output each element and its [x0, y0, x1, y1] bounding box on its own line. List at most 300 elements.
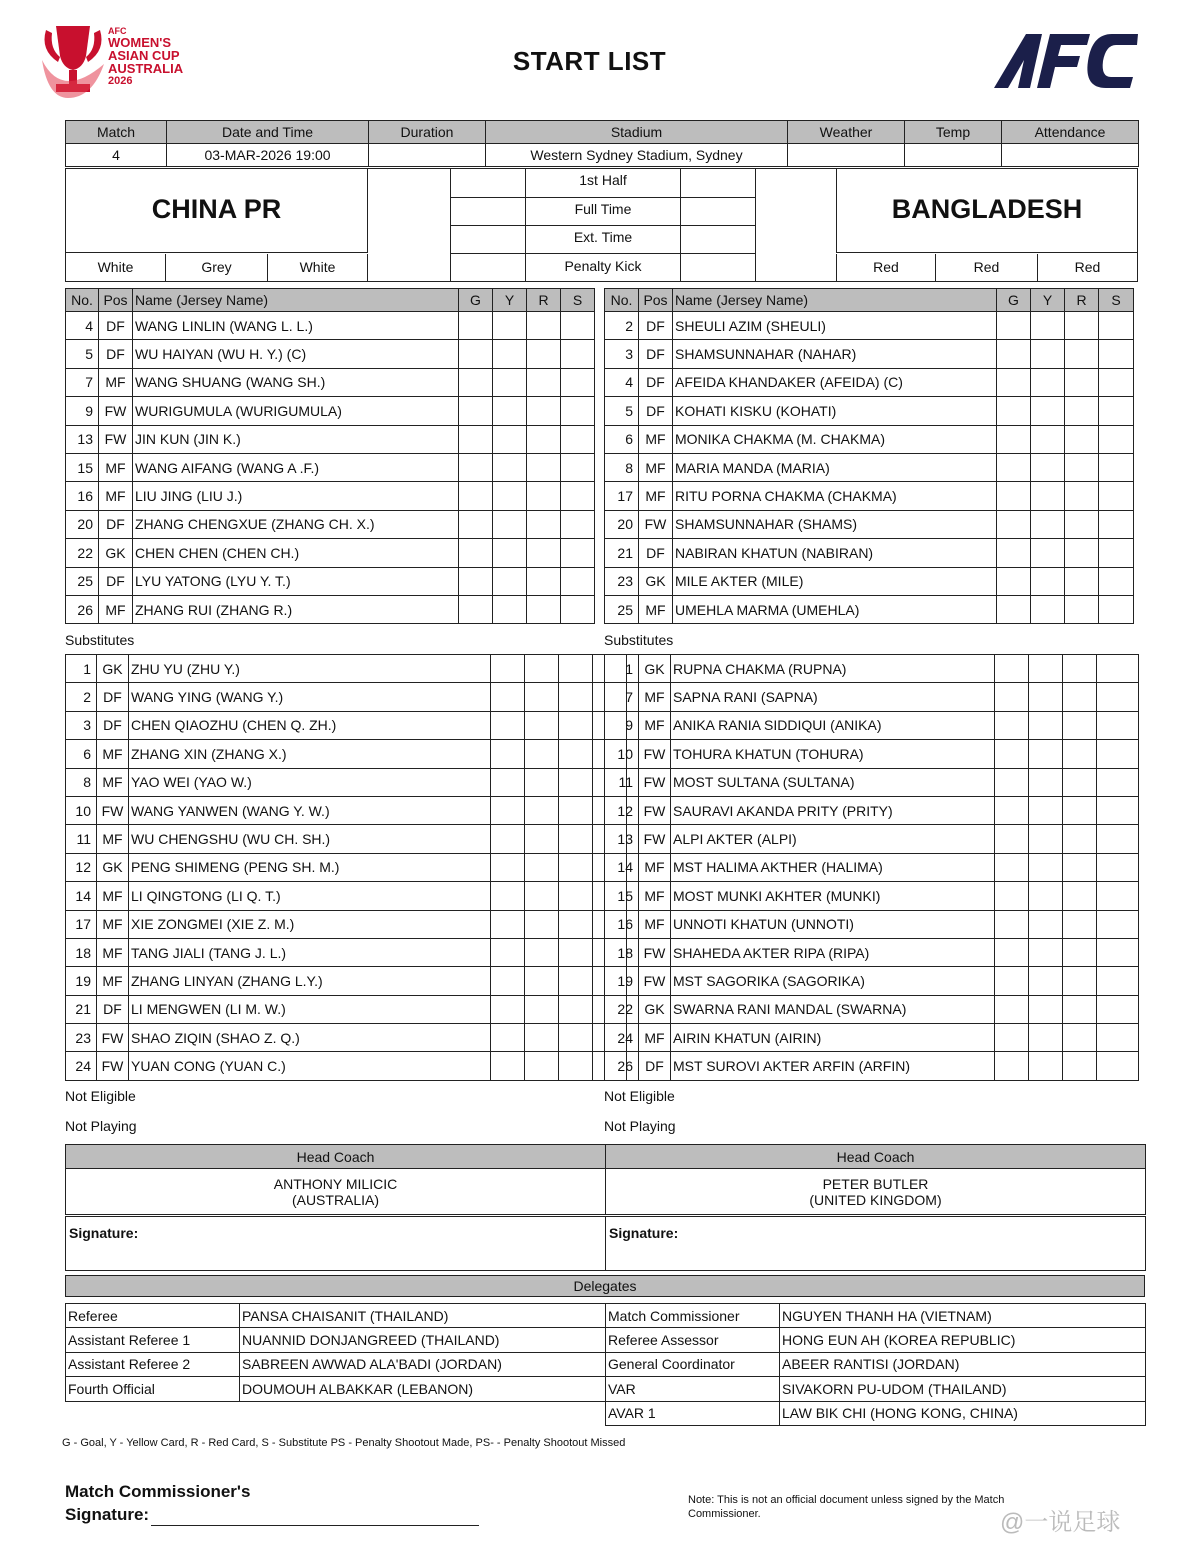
substitute-cell[interactable] [561, 567, 595, 595]
player-number: 19 [605, 967, 639, 995]
yellow-card-cell[interactable] [1029, 1052, 1063, 1080]
red-card-cell[interactable] [559, 655, 593, 683]
goal-cell[interactable] [995, 655, 1029, 683]
red-card-cell[interactable] [527, 567, 561, 595]
away-starters-table [604, 288, 1134, 624]
player-name: SHEULI AZIM (SHEULI) [673, 312, 997, 340]
player-name: WANG YANWEN (WANG Y. W.) [129, 796, 491, 824]
delegate-name: SABREEN AWWAD ALA'BADI (JORDAN) [240, 1352, 606, 1376]
delegate-row [606, 1328, 1146, 1352]
yellow-card-cell[interactable] [525, 711, 559, 739]
red-card-cell[interactable] [559, 711, 593, 739]
delegate-row [66, 1352, 606, 1376]
player-number: 22 [605, 995, 639, 1023]
goal-cell[interactable] [491, 995, 525, 1023]
yellow-card-cell[interactable] [493, 312, 527, 340]
red-card-cell[interactable] [1065, 453, 1099, 481]
player-name: TOHURA KHATUN (TOHURA) [671, 740, 995, 768]
yellow-card-cell[interactable] [1031, 312, 1065, 340]
yellow-card-cell[interactable] [525, 967, 559, 995]
red-card-cell[interactable] [559, 683, 593, 711]
red-card-cell[interactable] [1065, 482, 1099, 510]
yellow-card-cell[interactable] [493, 539, 527, 567]
substitute-cell[interactable] [1097, 711, 1139, 739]
period-penalty-kick: Penalty Kick [564, 258, 642, 274]
red-card-cell[interactable] [1065, 368, 1099, 396]
page-title: START LIST [512, 46, 667, 76]
goal-cell[interactable] [491, 910, 525, 938]
player-name: WANG AIFANG (WANG A .F.) [133, 453, 459, 481]
weather-header: Weather [788, 121, 905, 144]
away-kit-shirt: Red [836, 254, 936, 281]
yellow-card-cell[interactable] [1031, 595, 1065, 623]
yellow-card-cell[interactable] [1029, 1024, 1063, 1052]
signature-table [65, 1216, 1146, 1271]
away-subs-table [604, 654, 1139, 1081]
goal-cell[interactable] [997, 453, 1031, 481]
red-card-cell[interactable] [559, 882, 593, 910]
substitute-cell[interactable] [561, 510, 595, 538]
red-card-cell[interactable] [559, 853, 593, 881]
player-row [66, 768, 627, 796]
substitute-cell[interactable] [561, 539, 595, 567]
goal-cell[interactable] [459, 397, 493, 425]
substitute-cell[interactable] [1099, 453, 1134, 481]
goal-cell[interactable] [997, 425, 1031, 453]
goal-cell[interactable] [995, 825, 1029, 853]
player-name: WANG LINLIN (WANG L. L.) [133, 312, 459, 340]
substitute-cell[interactable] [1099, 539, 1134, 567]
substitute-cell[interactable] [1097, 825, 1139, 853]
red-card-cell[interactable] [559, 740, 593, 768]
goal-cell[interactable] [459, 312, 493, 340]
red-card-cell[interactable] [1065, 567, 1099, 595]
substitute-cell[interactable] [561, 312, 595, 340]
player-name: UNNOTI KHATUN (UNNOTI) [671, 910, 995, 938]
yellow-card-cell[interactable] [1029, 683, 1063, 711]
delegate-name: NGUYEN THANH HA (VIETNAM) [780, 1304, 1146, 1328]
red-card-cell[interactable] [1063, 683, 1097, 711]
substitute-cell[interactable] [1097, 655, 1139, 683]
red-card-cell[interactable] [527, 595, 561, 623]
player-number: 14 [66, 882, 97, 910]
goal-cell[interactable] [491, 796, 525, 824]
red-card-cell[interactable] [1063, 882, 1097, 910]
yellow-card-cell[interactable] [525, 1052, 559, 1080]
substitute-cell[interactable] [1097, 853, 1139, 881]
goal-cell[interactable] [491, 967, 525, 995]
yellow-card-cell[interactable] [1031, 510, 1065, 538]
goal-cell[interactable] [491, 1052, 525, 1080]
goal-cell[interactable] [491, 683, 525, 711]
substitute-cell[interactable] [561, 425, 595, 453]
goal-cell[interactable] [491, 711, 525, 739]
player-row [605, 425, 1134, 453]
red-card-cell[interactable] [559, 938, 593, 966]
player-name: ANIKA RANIA SIDDIQUI (ANIKA) [671, 711, 995, 739]
player-position: DF [639, 539, 673, 567]
red-card-cell[interactable] [1063, 655, 1097, 683]
red-card-cell[interactable] [1065, 312, 1099, 340]
substitute-cell[interactable] [1097, 995, 1139, 1023]
substitute-cell[interactable] [1097, 683, 1139, 711]
goal-cell[interactable] [459, 340, 493, 368]
goal-cell[interactable] [491, 853, 525, 881]
player-position: FW [639, 740, 671, 768]
player-row [605, 567, 1134, 595]
goal-cell[interactable] [997, 567, 1031, 595]
player-position: MF [639, 482, 673, 510]
goal-cell[interactable] [995, 910, 1029, 938]
yellow-card-cell[interactable] [493, 397, 527, 425]
goal-cell[interactable] [995, 768, 1029, 796]
yellow-card-cell[interactable] [1029, 825, 1063, 853]
player-name: LIU JING (LIU J.) [133, 482, 459, 510]
substitute-cell[interactable] [1099, 368, 1134, 396]
substitute-cell[interactable] [561, 595, 595, 623]
player-position: MF [97, 938, 129, 966]
substitute-cell[interactable] [561, 368, 595, 396]
delegate-name: DOUMOUH ALBAKKAR (LEBANON) [240, 1377, 606, 1401]
substitute-cell[interactable] [561, 453, 595, 481]
red-card-cell[interactable] [1063, 711, 1097, 739]
goal-cell[interactable] [995, 796, 1029, 824]
substitute-cell[interactable] [561, 482, 595, 510]
player-position: MF [639, 853, 671, 881]
red-card-cell[interactable] [1063, 825, 1097, 853]
red-card-cell[interactable] [559, 910, 593, 938]
substitute-cell[interactable] [1097, 796, 1139, 824]
yellow-card-cell[interactable] [493, 453, 527, 481]
player-row [66, 825, 627, 853]
red-card-cell[interactable] [527, 539, 561, 567]
red-card-cell[interactable] [559, 796, 593, 824]
goal-cell[interactable] [491, 938, 525, 966]
player-number: 7 [605, 683, 639, 711]
red-card-cell[interactable] [1063, 910, 1097, 938]
substitute-cell[interactable] [561, 340, 595, 368]
goal-cell[interactable] [997, 482, 1031, 510]
logo-line: 2026 [108, 75, 133, 87]
yellow-card-cell[interactable] [525, 882, 559, 910]
goal-cell[interactable] [459, 539, 493, 567]
goal-cell[interactable] [491, 740, 525, 768]
yellow-card-cell[interactable] [1029, 711, 1063, 739]
player-row [605, 453, 1134, 481]
red-card-cell[interactable] [527, 397, 561, 425]
substitute-cell[interactable] [1099, 340, 1134, 368]
player-number: 15 [66, 453, 99, 481]
goal-cell[interactable] [997, 340, 1031, 368]
player-name: AFEIDA KHANDAKER (AFEIDA) (C) [673, 368, 997, 396]
goal-cell[interactable] [491, 825, 525, 853]
player-position: DF [639, 1052, 671, 1080]
player-name: YAO WEI (YAO W.) [129, 768, 491, 796]
player-row [605, 910, 1139, 938]
player-position: DF [99, 510, 133, 538]
yellow-card-cell[interactable] [525, 910, 559, 938]
red-card-cell[interactable] [559, 768, 593, 796]
player-name: ZHANG XIN (ZHANG X.) [129, 740, 491, 768]
player-position: MF [99, 453, 133, 481]
red-card-cell[interactable] [1063, 1052, 1097, 1080]
attendance [1002, 144, 1139, 167]
red-card-cell[interactable] [1065, 340, 1099, 368]
red-card-cell[interactable] [559, 825, 593, 853]
red-card-cell[interactable] [527, 425, 561, 453]
red-card-cell[interactable] [559, 1024, 593, 1052]
substitute-cell[interactable] [1099, 567, 1134, 595]
goal-cell[interactable] [459, 453, 493, 481]
delegate-row [606, 1304, 1146, 1328]
mc-signature-line[interactable] [151, 1506, 479, 1526]
player-row [605, 1024, 1139, 1052]
red-card-cell[interactable] [1065, 595, 1099, 623]
red-card-cell[interactable] [1065, 510, 1099, 538]
player-number: 12 [605, 796, 639, 824]
home-not-eligible: Not Eligible [65, 1088, 136, 1104]
goal-cell[interactable] [995, 1052, 1029, 1080]
goal-cell[interactable] [997, 312, 1031, 340]
goal-cell[interactable] [997, 368, 1031, 396]
yellow-card-cell[interactable] [525, 768, 559, 796]
player-position: GK [639, 655, 671, 683]
player-row [605, 938, 1139, 966]
yellow-card-cell[interactable] [1029, 796, 1063, 824]
yellow-card-cell[interactable] [493, 425, 527, 453]
substitute-cell[interactable] [1099, 482, 1134, 510]
yellow-card-cell[interactable] [1029, 655, 1063, 683]
player-position: FW [97, 1052, 129, 1080]
substitute-cell[interactable] [1099, 397, 1134, 425]
player-name: PENG SHIMENG (PENG SH. M.) [129, 853, 491, 881]
substitute-cell[interactable] [1099, 312, 1134, 340]
player-position: MF [639, 910, 671, 938]
yellow-card-cell[interactable] [1029, 967, 1063, 995]
yellow-card-cell[interactable] [1031, 368, 1065, 396]
yellow-card-cell[interactable] [493, 567, 527, 595]
yellow-card-cell[interactable] [1029, 995, 1063, 1023]
home-head-coach [66, 1169, 606, 1215]
yellow-card-cell[interactable] [493, 482, 527, 510]
red-card-cell[interactable] [1063, 740, 1097, 768]
yellow-card-cell[interactable] [525, 655, 559, 683]
away-coach-name: PETER BUTLER [822, 1175, 929, 1192]
player-name: YUAN CONG (YUAN C.) [129, 1052, 491, 1080]
player-position: GK [639, 995, 671, 1023]
player-position: MF [639, 711, 671, 739]
player-row [605, 825, 1139, 853]
player-row [605, 539, 1134, 567]
yellow-card-cell[interactable] [1031, 397, 1065, 425]
substitute-cell[interactable] [1099, 425, 1134, 453]
goal-cell[interactable] [995, 853, 1029, 881]
yellow-card-cell[interactable] [1031, 539, 1065, 567]
red-card-cell[interactable] [1065, 539, 1099, 567]
player-name: MONIKA CHAKMA (M. CHAKMA) [673, 425, 997, 453]
red-card-cell[interactable] [1063, 995, 1097, 1023]
red-card-cell[interactable] [527, 482, 561, 510]
red-card-cell[interactable] [559, 995, 593, 1023]
yellow-card-cell[interactable] [525, 853, 559, 881]
yellow-card-cell[interactable] [1029, 768, 1063, 796]
period-ext-time: Ext. Time [573, 229, 633, 245]
goal-cell[interactable] [995, 995, 1029, 1023]
player-row [605, 740, 1139, 768]
yellow-header: Y [1031, 289, 1065, 312]
player-number: 10 [605, 740, 639, 768]
substitute-cell[interactable] [1097, 938, 1139, 966]
substitute-cell[interactable] [1097, 910, 1139, 938]
goal-cell[interactable] [995, 938, 1029, 966]
away-signature-field[interactable]: Signature: [606, 1217, 1146, 1271]
yellow-card-cell[interactable] [1031, 567, 1065, 595]
substitute-cell[interactable] [1097, 1024, 1139, 1052]
substitute-cell[interactable] [1097, 882, 1139, 910]
substitute-cell[interactable] [1097, 967, 1139, 995]
home-signature-field[interactable]: Signature: [66, 1217, 606, 1271]
substitute-cell[interactable] [1097, 768, 1139, 796]
goal-cell[interactable] [459, 595, 493, 623]
yellow-card-cell[interactable] [1031, 340, 1065, 368]
red-card-cell[interactable] [527, 453, 561, 481]
substitute-cell[interactable] [1097, 1052, 1139, 1080]
away-substitutes-label: Substitutes [604, 632, 674, 648]
player-number: 16 [605, 910, 639, 938]
goal-cell[interactable] [995, 711, 1029, 739]
substitute-cell[interactable] [1099, 510, 1134, 538]
yellow-card-cell[interactable] [525, 740, 559, 768]
player-number: 15 [605, 882, 639, 910]
yellow-card-cell[interactable] [525, 825, 559, 853]
mc-signature-label: Signature: [65, 1505, 150, 1524]
goal-cell[interactable] [491, 882, 525, 910]
player-row [605, 796, 1139, 824]
away-not-playing: Not Playing [604, 1118, 676, 1134]
red-card-cell[interactable] [1063, 938, 1097, 966]
yellow-card-cell[interactable] [493, 368, 527, 396]
player-name: MST SAGORIKA (SAGORIKA) [671, 967, 995, 995]
yellow-card-cell[interactable] [1031, 453, 1065, 481]
yellow-card-cell[interactable] [1031, 425, 1065, 453]
player-row [605, 853, 1139, 881]
period-first-half: 1st Half [579, 172, 627, 188]
home-coach-name: ANTHONY MILICIC [273, 1175, 398, 1192]
player-position: MF [639, 683, 671, 711]
player-position: MF [99, 595, 133, 623]
red-card-cell[interactable] [1063, 1024, 1097, 1052]
player-number: 13 [66, 425, 99, 453]
substitute-cell[interactable] [1097, 740, 1139, 768]
yellow-card-cell[interactable] [1031, 482, 1065, 510]
red-card-cell[interactable] [1063, 853, 1097, 881]
teams-box [65, 168, 1138, 282]
goal-cell[interactable] [995, 882, 1029, 910]
delegate-name: NUANNID DONJANGREED (THAILAND) [240, 1328, 606, 1352]
substitute-cell[interactable] [561, 397, 595, 425]
goal-cell[interactable] [995, 683, 1029, 711]
player-position: FW [639, 796, 671, 824]
goal-cell[interactable] [459, 510, 493, 538]
goal-cell[interactable] [997, 510, 1031, 538]
yellow-card-cell[interactable] [1029, 853, 1063, 881]
red-card-cell[interactable] [527, 368, 561, 396]
yellow-card-cell[interactable] [1029, 882, 1063, 910]
player-number: 25 [605, 595, 639, 623]
watermark: @一说足球 [1000, 1509, 1121, 1536]
red-card-cell[interactable] [1063, 768, 1097, 796]
goal-cell[interactable] [491, 655, 525, 683]
goal-cell[interactable] [459, 425, 493, 453]
logo-line: ASIAN CUP [108, 48, 180, 63]
goal-cell[interactable] [491, 768, 525, 796]
red-card-cell[interactable] [559, 967, 593, 995]
mc-label: Match Commissioner's [65, 1482, 251, 1501]
player-row [66, 539, 595, 567]
yellow-card-cell[interactable] [1029, 740, 1063, 768]
yellow-card-cell[interactable] [493, 510, 527, 538]
yellow-card-cell[interactable] [525, 683, 559, 711]
player-number: 11 [66, 825, 97, 853]
player-name: WURIGUMULA (WURIGUMULA) [133, 397, 459, 425]
red-card-cell[interactable] [1063, 967, 1097, 995]
home-head-coach-label: Head Coach [66, 1145, 606, 1169]
goal-cell[interactable] [997, 397, 1031, 425]
red-card-cell[interactable] [527, 340, 561, 368]
yellow-card-cell[interactable] [1029, 938, 1063, 966]
player-position: DF [97, 995, 129, 1023]
player-number: 7 [66, 368, 99, 396]
yellow-card-cell[interactable] [525, 938, 559, 966]
yellow-card-cell[interactable] [525, 1024, 559, 1052]
yellow-card-cell[interactable] [1029, 910, 1063, 938]
red-card-cell[interactable] [1065, 425, 1099, 453]
goal-cell[interactable] [459, 567, 493, 595]
delegates-left-table [65, 1303, 606, 1402]
player-name: MOST SULTANA (SULTANA) [671, 768, 995, 796]
player-row [605, 967, 1139, 995]
red-card-cell[interactable] [1065, 397, 1099, 425]
goal-cell[interactable] [995, 967, 1029, 995]
player-row [66, 510, 595, 538]
goal-cell[interactable] [995, 1024, 1029, 1052]
player-row [66, 340, 595, 368]
player-name: SHAMSUNNAHAR (NAHAR) [673, 340, 997, 368]
player-row [66, 1052, 627, 1080]
goal-cell[interactable] [995, 740, 1029, 768]
goal-cell[interactable] [997, 539, 1031, 567]
player-row [66, 853, 627, 881]
red-card-cell[interactable] [1063, 796, 1097, 824]
player-position: FW [97, 1024, 129, 1052]
player-row [66, 368, 595, 396]
red-card-cell[interactable] [527, 312, 561, 340]
red-card-cell[interactable] [527, 510, 561, 538]
yellow-card-cell[interactable] [493, 595, 527, 623]
player-number: 4 [66, 312, 99, 340]
yellow-card-cell[interactable] [525, 995, 559, 1023]
home-kit-shorts: Grey [166, 254, 268, 281]
goal-cell[interactable] [491, 1024, 525, 1052]
yellow-card-cell[interactable] [525, 796, 559, 824]
goal-cell[interactable] [459, 368, 493, 396]
goal-cell[interactable] [459, 482, 493, 510]
player-name: MOST MUNKI AKHTER (MUNKI) [671, 882, 995, 910]
substitute-cell[interactable] [1099, 595, 1134, 623]
goal-cell[interactable] [997, 595, 1031, 623]
yellow-card-cell[interactable] [493, 340, 527, 368]
red-card-cell[interactable] [559, 1052, 593, 1080]
